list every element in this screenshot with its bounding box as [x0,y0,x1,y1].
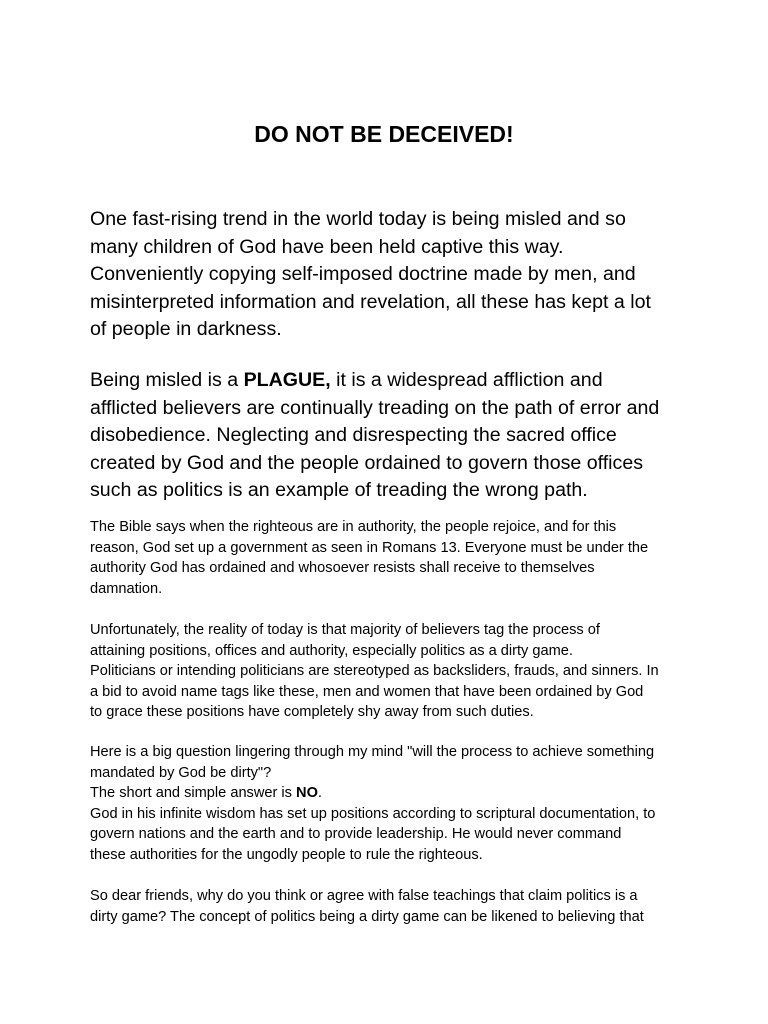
text-line: reason, God set up a government as seen in Romans 13. Everyone must be under the [90,539,649,556]
text-line [90,367,690,395]
text-line: authority God has ordained and whosoever resists shall receive to themselves [90,560,595,576]
text-line: Politicians or intending politicians are stereotyped as backsliders, frauds, and sinners. In [90,663,659,679]
text-segment: it is a widespread affliction and [330,369,603,391]
text-line: damnation. [90,580,163,597]
text-line: afflicted believers are continually treading on the path of error and [90,396,660,419]
text-line: So dear friends, why do you think or agree with false teachings that claim politics is a [90,888,638,904]
text-line: The Bible says when the righteous are in authority, the people rejoice, and for this [90,519,617,535]
bible-paragraph [90,517,690,599]
text-segment: The short and simple answer is [90,785,297,801]
text-line: attaining positions, offices and authority, especially politics as a dirty game. [90,642,573,659]
text-line: to grace these positions have completely shy away from such duties. [90,704,534,720]
text-line: a bid to avoid name tags like these, men and women that have been ordained by God [90,683,644,700]
text-line: God in his infinite wisdom has set up positions according to scriptural documentation, to [90,805,656,822]
text-line: these authorities for the ungodly people to rule the righteous. [90,846,483,863]
text-line: Here is a big question lingering through my mind "will the process to achieve something [90,744,655,760]
text-segment: . [317,785,322,801]
text-line: mandated by God be dirty"? [90,764,272,781]
text-segment: Being misled is a [90,369,244,391]
text-line: govern nations and the earth and to provide leadership. He would never command [90,826,622,842]
question-paragraph [90,742,690,865]
closing-paragraph [90,886,690,927]
text-line: created by God and the people ordained to govern those offices [90,451,644,474]
text-line: such as politics is an example of treading the wrong path. [90,479,588,501]
plague-paragraph [90,367,690,505]
text-line: disobedience. Neglecting and disrespecting the sacred office [90,424,617,446]
text-line: misinterpreted information and revelation, all these has kept a lot [90,290,651,313]
emphasis-text: PLAGUE, [243,369,331,391]
page-title: DO NOT BE DECEIVED! [254,121,514,147]
text-line: of people in darkness. [90,318,282,340]
text-line: Unfortunately, the reality of today is that majority of believers tag the process of [90,622,600,638]
text-line: Conveniently copying self-imposed doctrine made by men, and [90,263,636,285]
intro-paragraph [90,206,690,344]
text-line: dirty game? The concept of politics being a dirty game can be likened to believing that [90,908,644,925]
answer-line [90,783,690,804]
reality-paragraph [90,620,690,723]
text-line: One fast-rising trend in the world today is being misled and so [90,208,626,230]
text-line: many children of God have been held captive this way. [90,235,564,258]
emphasis-text: NO [296,785,318,801]
